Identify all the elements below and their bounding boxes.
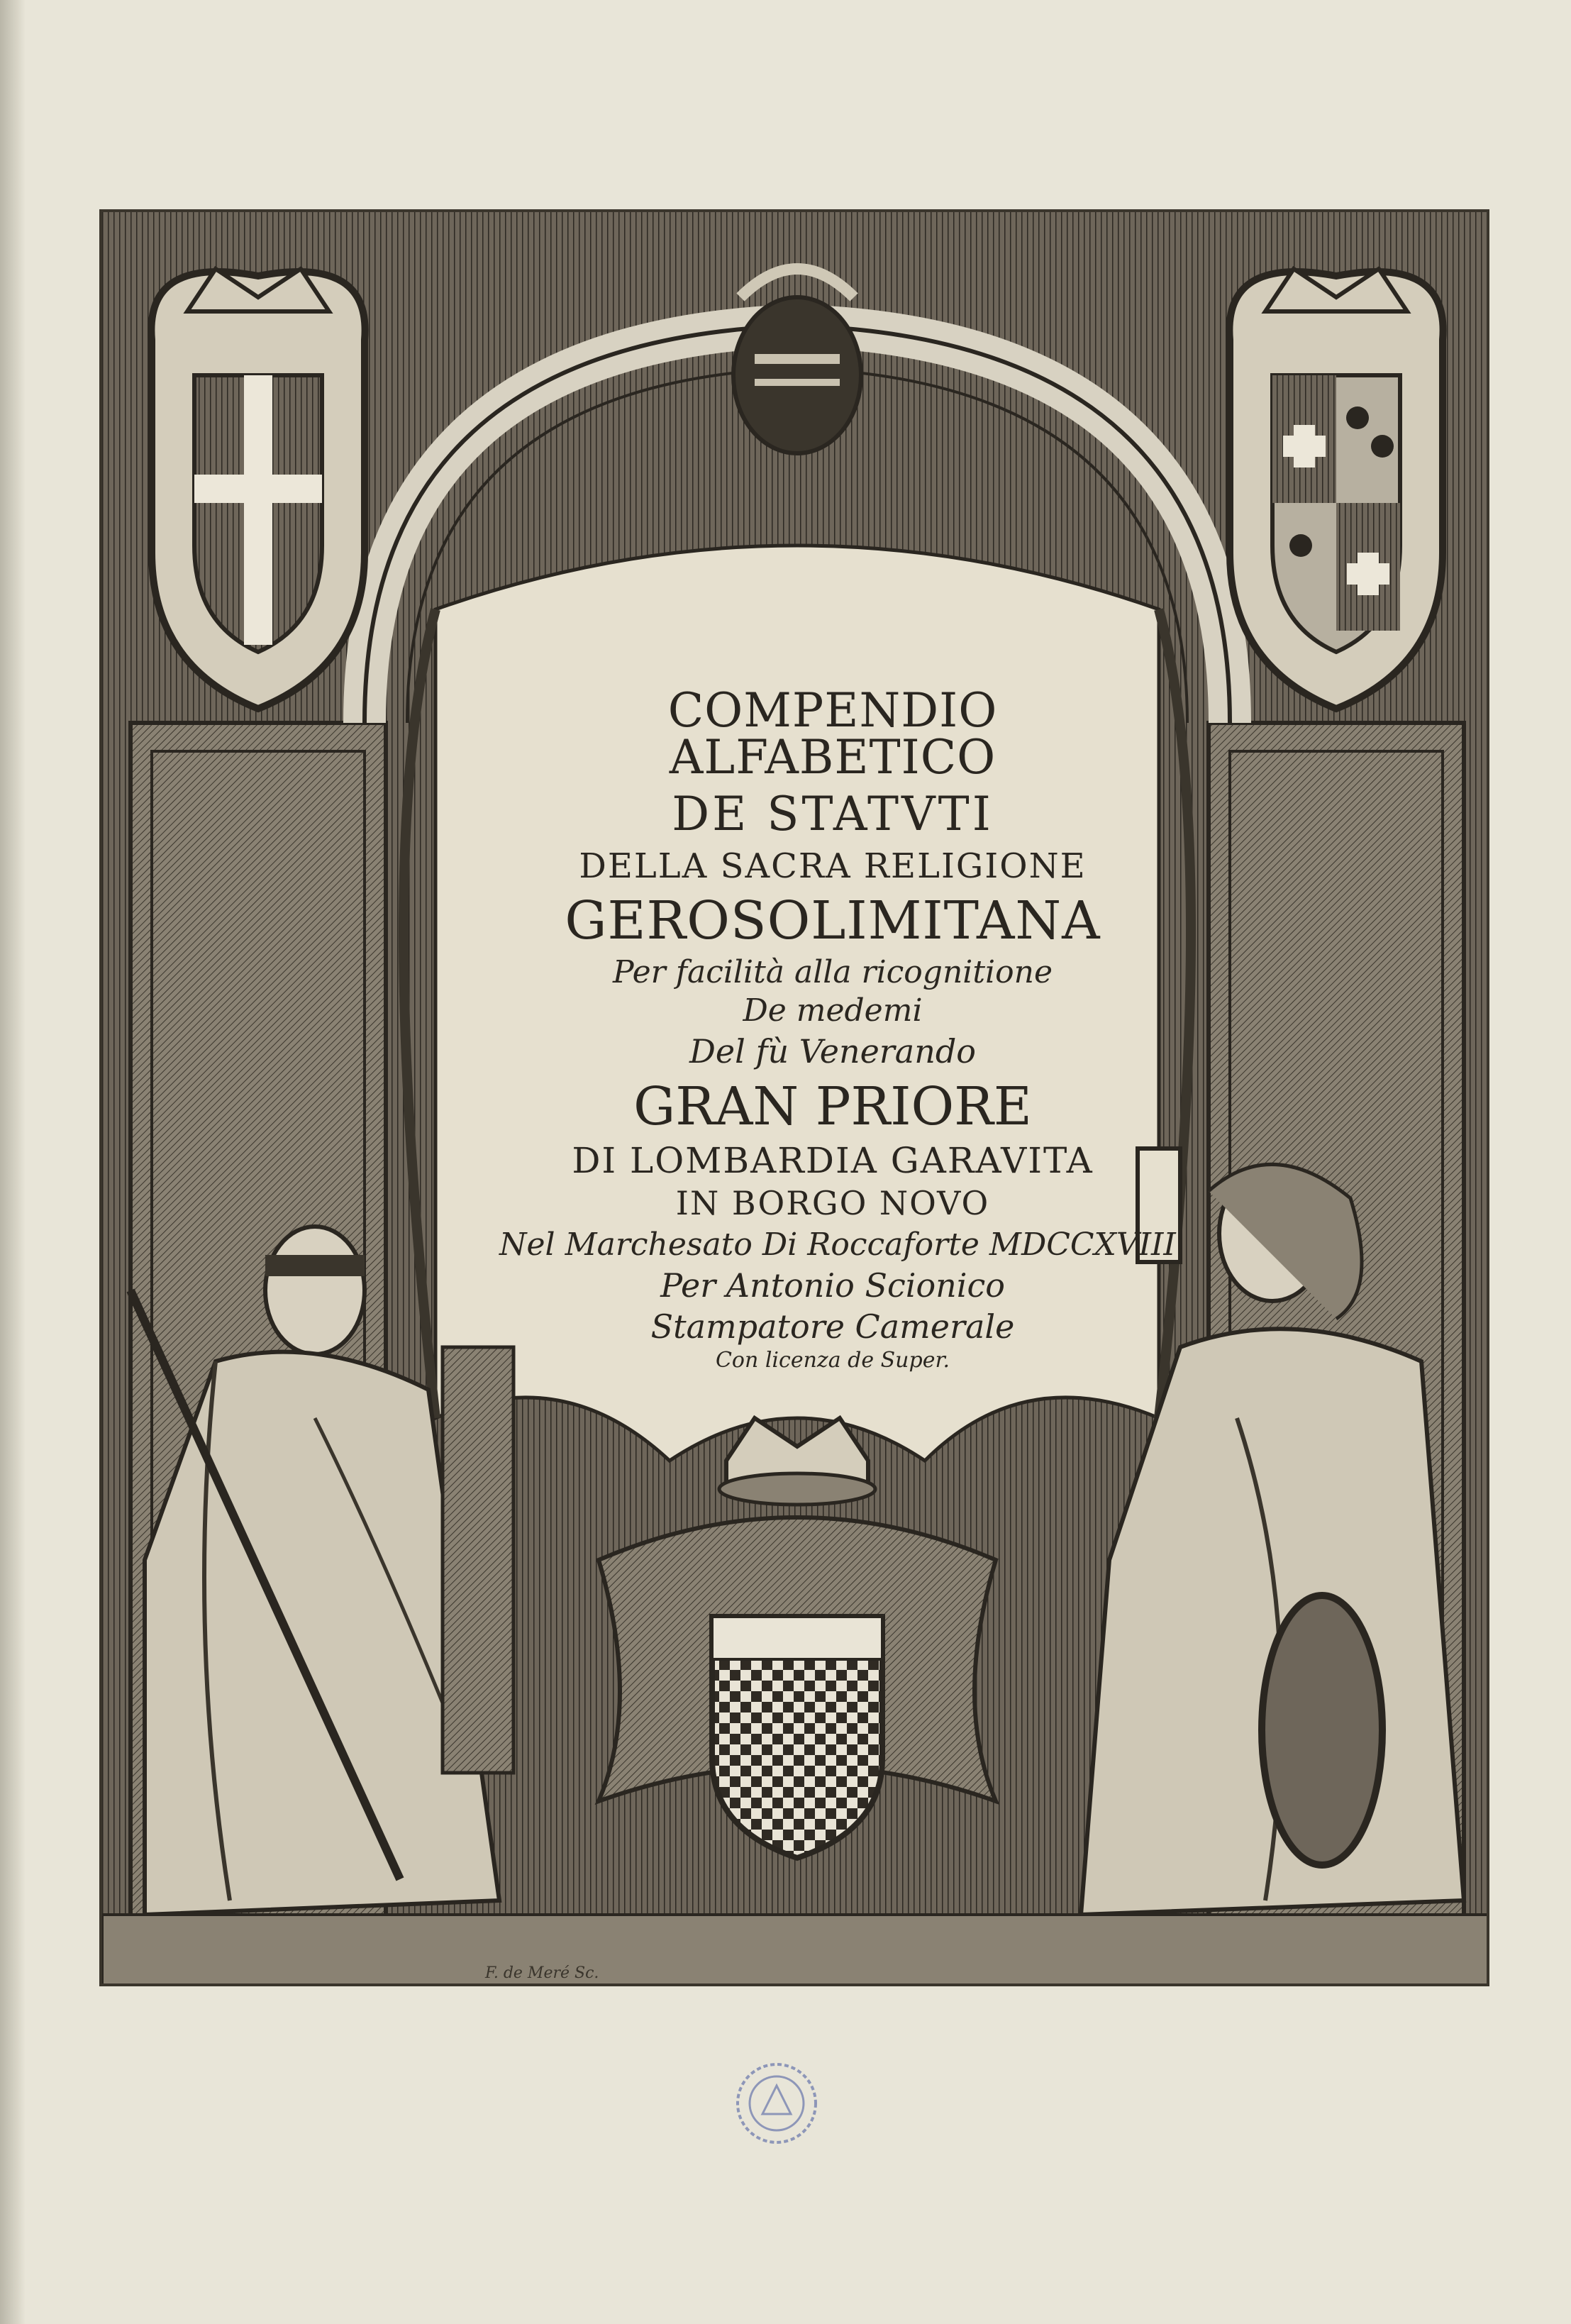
title-line-11: Nel Marchesato Di Roccaforte MDCCXVIII	[499, 1227, 1176, 1263]
quartered-arms-shield-icon	[1229, 269, 1443, 709]
title-line-2: DE STATVTI	[672, 787, 994, 841]
title-line-1: COMPENDIO ALFABETICO	[667, 683, 998, 785]
title-line-10: IN BORGO NOVO	[675, 1184, 990, 1222]
title-line-14: Con licenza de Super.	[715, 1348, 950, 1373]
engraver-signature: F. de Meré Sc.	[485, 1964, 599, 1982]
binding-shadow	[0, 0, 26, 2324]
mirror-icon	[1262, 1595, 1382, 1865]
library-stamp-icon	[731, 2057, 823, 2149]
title-line-12: Per Antonio Scionico	[660, 1266, 1005, 1305]
title-line-3: DELLA SACRA RELIGIONE	[579, 846, 1087, 886]
title-block	[499, 683, 1176, 1373]
engraved-plate	[99, 209, 1489, 1986]
title-line-13: Stampatore Camerale	[650, 1307, 1015, 1346]
maltese-cross-shield-icon	[151, 269, 365, 709]
title-line-8: GRAN PRIORE	[633, 1076, 1032, 1137]
title-line-7: Del fù Venerando	[689, 1032, 976, 1070]
title-line-9: DI LOMBARDIA GARAVITA	[572, 1140, 1094, 1181]
title-line-6: De medemi	[743, 992, 923, 1029]
title-line-4: GEROSOLIMITANA	[565, 890, 1101, 951]
title-line-5: Per facilità alla ricognitione	[613, 954, 1053, 990]
